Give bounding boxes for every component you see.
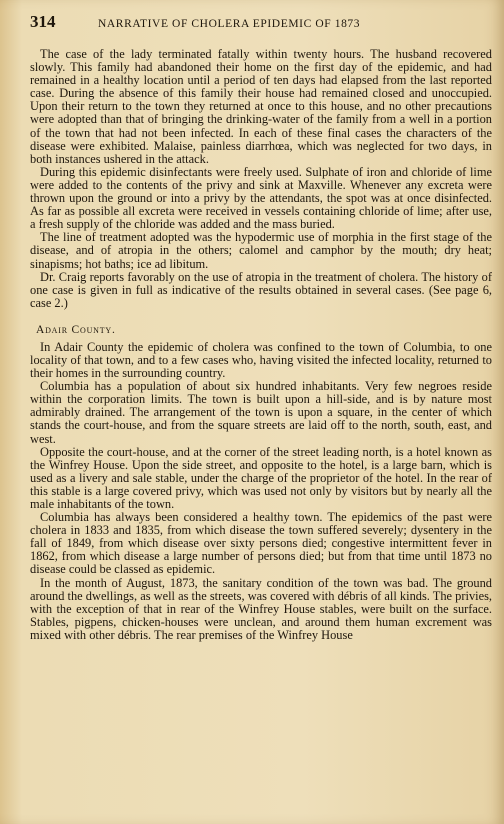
page-header [30,12,492,34]
paragraph: In the month of August, 1873, the sanitary condition of the town was bad. The ground around the dwellings, as well as the streets, was covered with débris of all kinds. The privies, with the exception of that in rear of the Winfrey House stables, were built on the surface. Stables, pigpens, chicken-houses were unclean, and around them human excrement was mixed with other débris. The rear premises of the Winfrey House [30,575,492,642]
body-text-part1 [30,48,492,310]
paragraph: The case of the lady terminated fatally within twenty hours. The husband recovered slowly. This family had abandoned their home on the first day of the epidemic, and had remained in a healthy location until a period of ten days had elapsed from the last reported case. During the absence of this family their house had remained closed and unoccupied. Upon their return to the town they returned at once to this house, and no other precautions were adopted than that of bringing the drinking-water of the family from a well in a portion of the town that had not been infected. In each of these final cases the characters of the disease were exhibited. Malaise, painless diarrhœa, which was neglected for two days, in both instances ushered in the attack. [30,47,492,166]
paragraph: Opposite the court-house, and at the corner of the street leading north, is a hotel known as the Winfrey House. Upon the side street, and opposite to the hotel, is a large barn, which is used as a livery and sale stable, under the charge of the proprietor of the hotel. In the rear of this stable is a large covered privy, which was used not only by visitors but by nearly all the male inhabitants of the town. [30,444,492,511]
paragraph: During this epidemic disinfectants were freely used. Sulphate of iron and chloride of lime were added to the contents of the privy and sink at Maxville. Whenever any excreta were thrown upon the ground or into a privy by the attendants, the spot was at once disinfected. As far as possible all excreta were received in vessels containing chloride of lime; after use, a fresh supply of the chloride was added and the mass buried. [30,164,492,232]
running-head: NARRATIVE OF CHOLERA EPIDEMIC OF 1873 [98,18,361,30]
section-gap [30,310,492,324]
body-text-part2 [30,341,492,642]
section-heading: Adair County. [36,323,116,336]
paragraph: Columbia has a population of about six hundred inhabitants. Very few negroes reside within the corporation limits. The town is built upon a hill-side, and is by nature most admirably drained. The arrangement of the town is upon a square, in the center of which stands the court-house, and from the square streets are laid off to the north, south, east, and west. [30,379,492,446]
paragraph: The line of treatment adopted was the hypodermic use of morphia in the first stage of the disease, and of atropia in the others; calomel and camphor by the mouth; dry heat; sinapisms; hot baths; ice ad libitum. [30,230,492,271]
paragraph: Dr. Craig reports favorably on the use of atropia in the treatment of cholera. The history of one case is given in full as indicative of the results obtained in several cases. (See page 6, case 2.) [30,269,492,310]
paragraph: Columbia has always been considered a healthy town. The epidemics of the past were cholera in 1833 and 1835, from which disease the town suffered severely; dysentery in the fall of 1849, from which disease over sixty persons died; congestive intermittent fever in 1862, from which disease a large number of persons died; but from that time until 1873 no disease could be classed as epidemic. [30,510,492,577]
page-number: 314 [30,12,56,31]
paragraph: In Adair County the epidemic of cholera was confined to the town of Columbia, to one locality of that town, and to a few cases who, having visited the infected locality, returned to their homes in the surrounding country. [30,339,492,381]
